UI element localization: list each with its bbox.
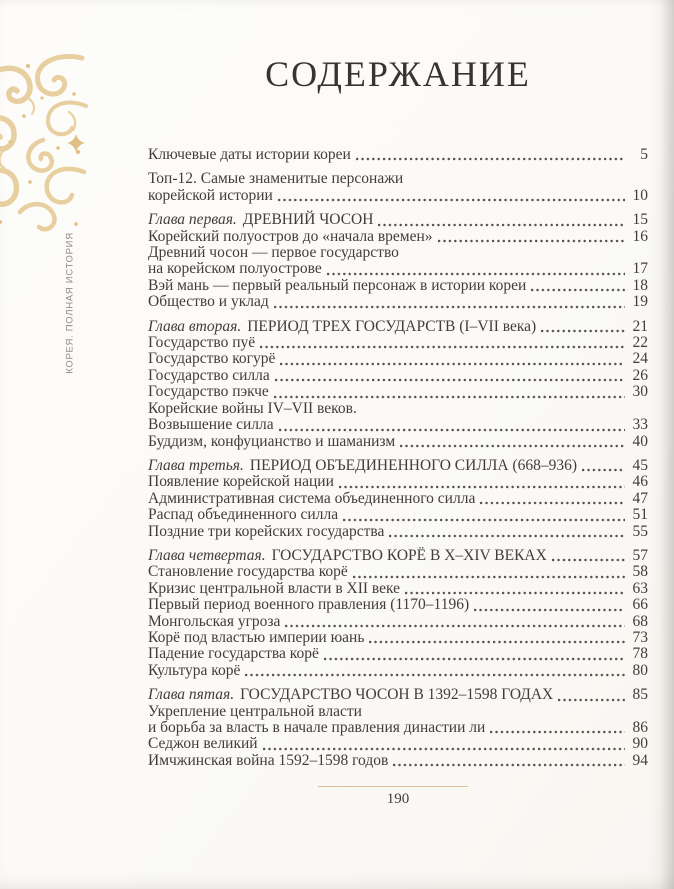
toc-line	[148, 507, 648, 523]
toc-entry	[148, 753, 648, 769]
toc-entry	[148, 736, 648, 752]
page-ref: 15	[632, 211, 648, 229]
spine-title: КОРЕЯ. ПОЛНАЯ ИСТОРИЯ	[64, 232, 76, 374]
toc-label: Вэй мань — первый реальный персонаж в истории кореи	[148, 276, 527, 294]
toc-label: Древний чосон — первое государство	[148, 244, 399, 262]
toc-line	[148, 417, 648, 433]
dot-leader	[343, 517, 625, 523]
page-ref: 55	[632, 522, 648, 540]
footer-rule	[318, 786, 468, 787]
toc-line	[148, 278, 648, 294]
toc-label: Имчжинская война 1592–1598 годов	[148, 751, 389, 769]
toc-entry	[148, 351, 648, 367]
folio-page-number: 190	[386, 791, 410, 807]
page-ref: 68	[632, 612, 648, 630]
page-ref: 33	[632, 416, 648, 434]
dot-leader	[339, 484, 625, 490]
dot-leader	[558, 697, 625, 703]
dot-leader	[378, 222, 625, 228]
toc-label: Возвышение силла	[148, 416, 274, 434]
toc-line	[148, 147, 648, 163]
toc-label: Седжон великий	[148, 735, 258, 753]
toc-entry	[148, 581, 648, 597]
toc-entry	[148, 646, 648, 662]
page-title: СОДЕРЖАНИЕ	[265, 54, 531, 94]
toc-entry	[148, 597, 648, 613]
toc-line	[148, 491, 648, 507]
corner-flourish-ornament	[0, 54, 90, 234]
dot-leader	[274, 304, 625, 310]
page-ref: 90	[632, 735, 648, 753]
toc-label: Укрепление центральной власти	[148, 702, 362, 720]
toc-label: Ключевые даты истории кореи	[148, 146, 351, 163]
toc-line	[148, 384, 648, 400]
page-ref: 73	[632, 628, 648, 646]
toc-line	[148, 368, 648, 384]
chapter-title: ГОСУДАРСТВО КОРЁ В X–XIV ВЕКАХ	[271, 546, 547, 564]
toc-label: Административная система объединенного силла	[148, 489, 476, 507]
toc-label: Падение государства корё	[148, 645, 319, 663]
chapter-prefix: Глава первая.	[148, 211, 237, 229]
toc-label: Государство силла	[148, 366, 270, 384]
dot-leader	[275, 377, 625, 383]
page-ref: 5	[640, 146, 648, 163]
toc-entry	[148, 434, 648, 450]
toc-chapter-entry	[148, 212, 648, 228]
toc-line	[148, 630, 648, 646]
toc-label: Поздние три корейских государства	[148, 522, 385, 540]
page-ref: 40	[632, 432, 648, 450]
page-ref: 86	[632, 719, 648, 736]
toc-line	[148, 245, 648, 261]
page-ref: 18	[632, 276, 648, 294]
toc-label: Становление государства корё	[148, 563, 348, 581]
dot-leader	[278, 197, 625, 203]
toc-line	[148, 351, 648, 367]
toc-entry	[148, 294, 648, 310]
toc-entry	[148, 368, 648, 384]
toc-line	[148, 524, 648, 540]
dot-leader	[490, 729, 625, 735]
page-ref: 17	[632, 260, 648, 278]
toc-line	[148, 663, 648, 679]
toc-label: Первый период военного правления (1170–1196)	[148, 596, 470, 614]
page-ref: 51	[632, 506, 648, 524]
dot-leader	[263, 746, 625, 752]
chapter-prefix: Глава четвертая.	[148, 546, 266, 564]
toc-line	[148, 212, 648, 228]
dot-leader	[552, 557, 625, 563]
page-ref: 46	[632, 473, 648, 491]
dot-leader	[274, 394, 625, 400]
dot-leader	[356, 156, 625, 162]
dot-leader	[438, 238, 625, 244]
toc-line	[148, 597, 648, 613]
page-ref: 80	[632, 661, 648, 679]
toc-label: Общество и уклад	[148, 293, 269, 311]
page-ref: 22	[632, 334, 648, 352]
toc-chapter-entry	[148, 687, 648, 703]
toc-line	[148, 335, 648, 351]
toc-label: Корейский полуостров до «начала времен»	[148, 227, 433, 245]
dot-leader	[480, 500, 625, 506]
toc-label: Топ-12. Самые знаменитые персонажи	[148, 170, 404, 188]
chapter-title: ГОСУДАРСТВО ЧОСОН В 1392–1598 ГОДАХ	[240, 686, 554, 704]
page-ref: 57	[632, 546, 648, 564]
dot-leader	[582, 467, 625, 473]
dot-leader	[369, 639, 625, 645]
toc-label: на корейском полуострове	[148, 260, 322, 278]
toc-entry	[148, 614, 648, 630]
page-ref: 63	[632, 579, 648, 597]
dot-leader	[531, 287, 625, 293]
toc-label	[148, 212, 373, 228]
dot-leader	[245, 672, 625, 678]
page-ref: 30	[632, 383, 648, 401]
page-ref: 24	[632, 350, 648, 368]
toc-label: Буддизм, конфуцианство и шаманизм	[148, 432, 396, 450]
chapter-title: ДРЕВНИЙ ЧОСОН	[242, 211, 374, 229]
toc-label	[148, 319, 536, 335]
toc-line	[148, 294, 648, 310]
page-ref: 47	[632, 489, 648, 507]
toc-chapter-entry	[148, 548, 648, 564]
toc-label: Государство пэкче	[148, 383, 269, 401]
toc-line	[148, 614, 648, 630]
toc-line	[148, 474, 648, 490]
page-ref: 58	[632, 563, 648, 581]
page-edge-shadow	[660, 0, 674, 889]
toc-line	[148, 753, 648, 769]
dot-leader	[541, 328, 625, 334]
dot-leader	[327, 271, 625, 277]
page-ref: 78	[632, 645, 648, 663]
toc-line	[148, 564, 648, 580]
toc-list	[148, 147, 648, 769]
toc-label: Культура корё	[148, 661, 241, 679]
page-ref: 10	[632, 186, 648, 204]
toc-label	[148, 687, 553, 703]
toc-line	[148, 401, 648, 417]
toc-label	[148, 458, 577, 474]
chapter-title: ПЕРИОД ОБЪЕДИНЕННОГО СИЛЛА (668–936)	[249, 456, 578, 474]
page-ref: 66	[632, 596, 648, 614]
toc-entry	[148, 564, 648, 580]
toc-label: Государство когурё	[148, 350, 276, 368]
toc-entry	[148, 245, 648, 278]
toc-entry	[148, 630, 648, 646]
toc-chapter-entry	[148, 319, 648, 335]
dot-leader	[260, 344, 625, 350]
toc-entry	[148, 229, 648, 245]
toc-line	[148, 319, 648, 335]
toc-entry	[148, 704, 648, 737]
page-ref: 94	[632, 751, 648, 769]
page-ref: 16	[632, 227, 648, 245]
toc-entry	[148, 663, 648, 679]
toc-line	[148, 458, 648, 474]
toc-entry	[148, 171, 648, 204]
toc-line	[148, 581, 648, 597]
toc-line	[148, 646, 648, 662]
toc-label: Кризис центральной власти в XII веке	[148, 579, 401, 597]
toc-entry	[148, 147, 648, 163]
toc-label: Корё под властью империи юань	[148, 628, 365, 646]
toc-label	[148, 548, 547, 564]
toc-label: Монгольская угроза	[148, 612, 281, 630]
dot-leader	[353, 574, 625, 580]
toc-line	[148, 720, 648, 736]
page-ref: 45	[632, 456, 648, 474]
toc-line	[148, 261, 648, 277]
toc-label: Появление корейской нации	[148, 473, 334, 491]
toc-label: корейской истории	[148, 186, 273, 204]
toc-line	[148, 229, 648, 245]
toc-line	[148, 687, 648, 703]
dot-leader	[400, 443, 625, 449]
toc-label: Государство пуё	[148, 334, 256, 352]
toc-label: Распад объединенного силла	[148, 506, 339, 524]
toc-entry	[148, 507, 648, 523]
toc-line	[148, 171, 648, 187]
dot-leader	[280, 361, 625, 367]
toc-label: и борьба за власть в начале правления династии ли	[148, 719, 486, 736]
toc-line	[148, 704, 648, 720]
toc-entry	[148, 491, 648, 507]
dot-leader	[474, 607, 625, 613]
chapter-prefix: Глава пятая.	[148, 686, 235, 704]
chapter-prefix: Глава третья.	[148, 456, 244, 474]
toc-label: Корейские войны IV–VII веков.	[148, 399, 357, 417]
chapter-title: ПЕРИОД ТРЕХ ГОСУДАРСТВ (I–VII века)	[247, 317, 537, 335]
toc-entry	[148, 524, 648, 540]
dot-leader	[393, 762, 625, 768]
toc-entry	[148, 401, 648, 434]
toc-entry	[148, 384, 648, 400]
chapter-prefix: Глава вторая.	[148, 317, 242, 335]
dot-leader	[324, 656, 625, 662]
toc-entry	[148, 474, 648, 490]
page-ref: 26	[632, 366, 648, 384]
toc-line	[148, 434, 648, 450]
toc-line	[148, 188, 648, 204]
page-ref: 21	[632, 317, 648, 335]
toc-entry	[148, 278, 648, 294]
toc-line	[148, 736, 648, 752]
page-ref: 19	[632, 293, 648, 311]
dot-leader	[279, 427, 625, 433]
toc-chapter-entry	[148, 458, 648, 474]
toc-line	[148, 548, 648, 564]
dot-leader	[389, 533, 625, 539]
toc-entry	[148, 335, 648, 351]
page-ref: 85	[632, 686, 648, 704]
